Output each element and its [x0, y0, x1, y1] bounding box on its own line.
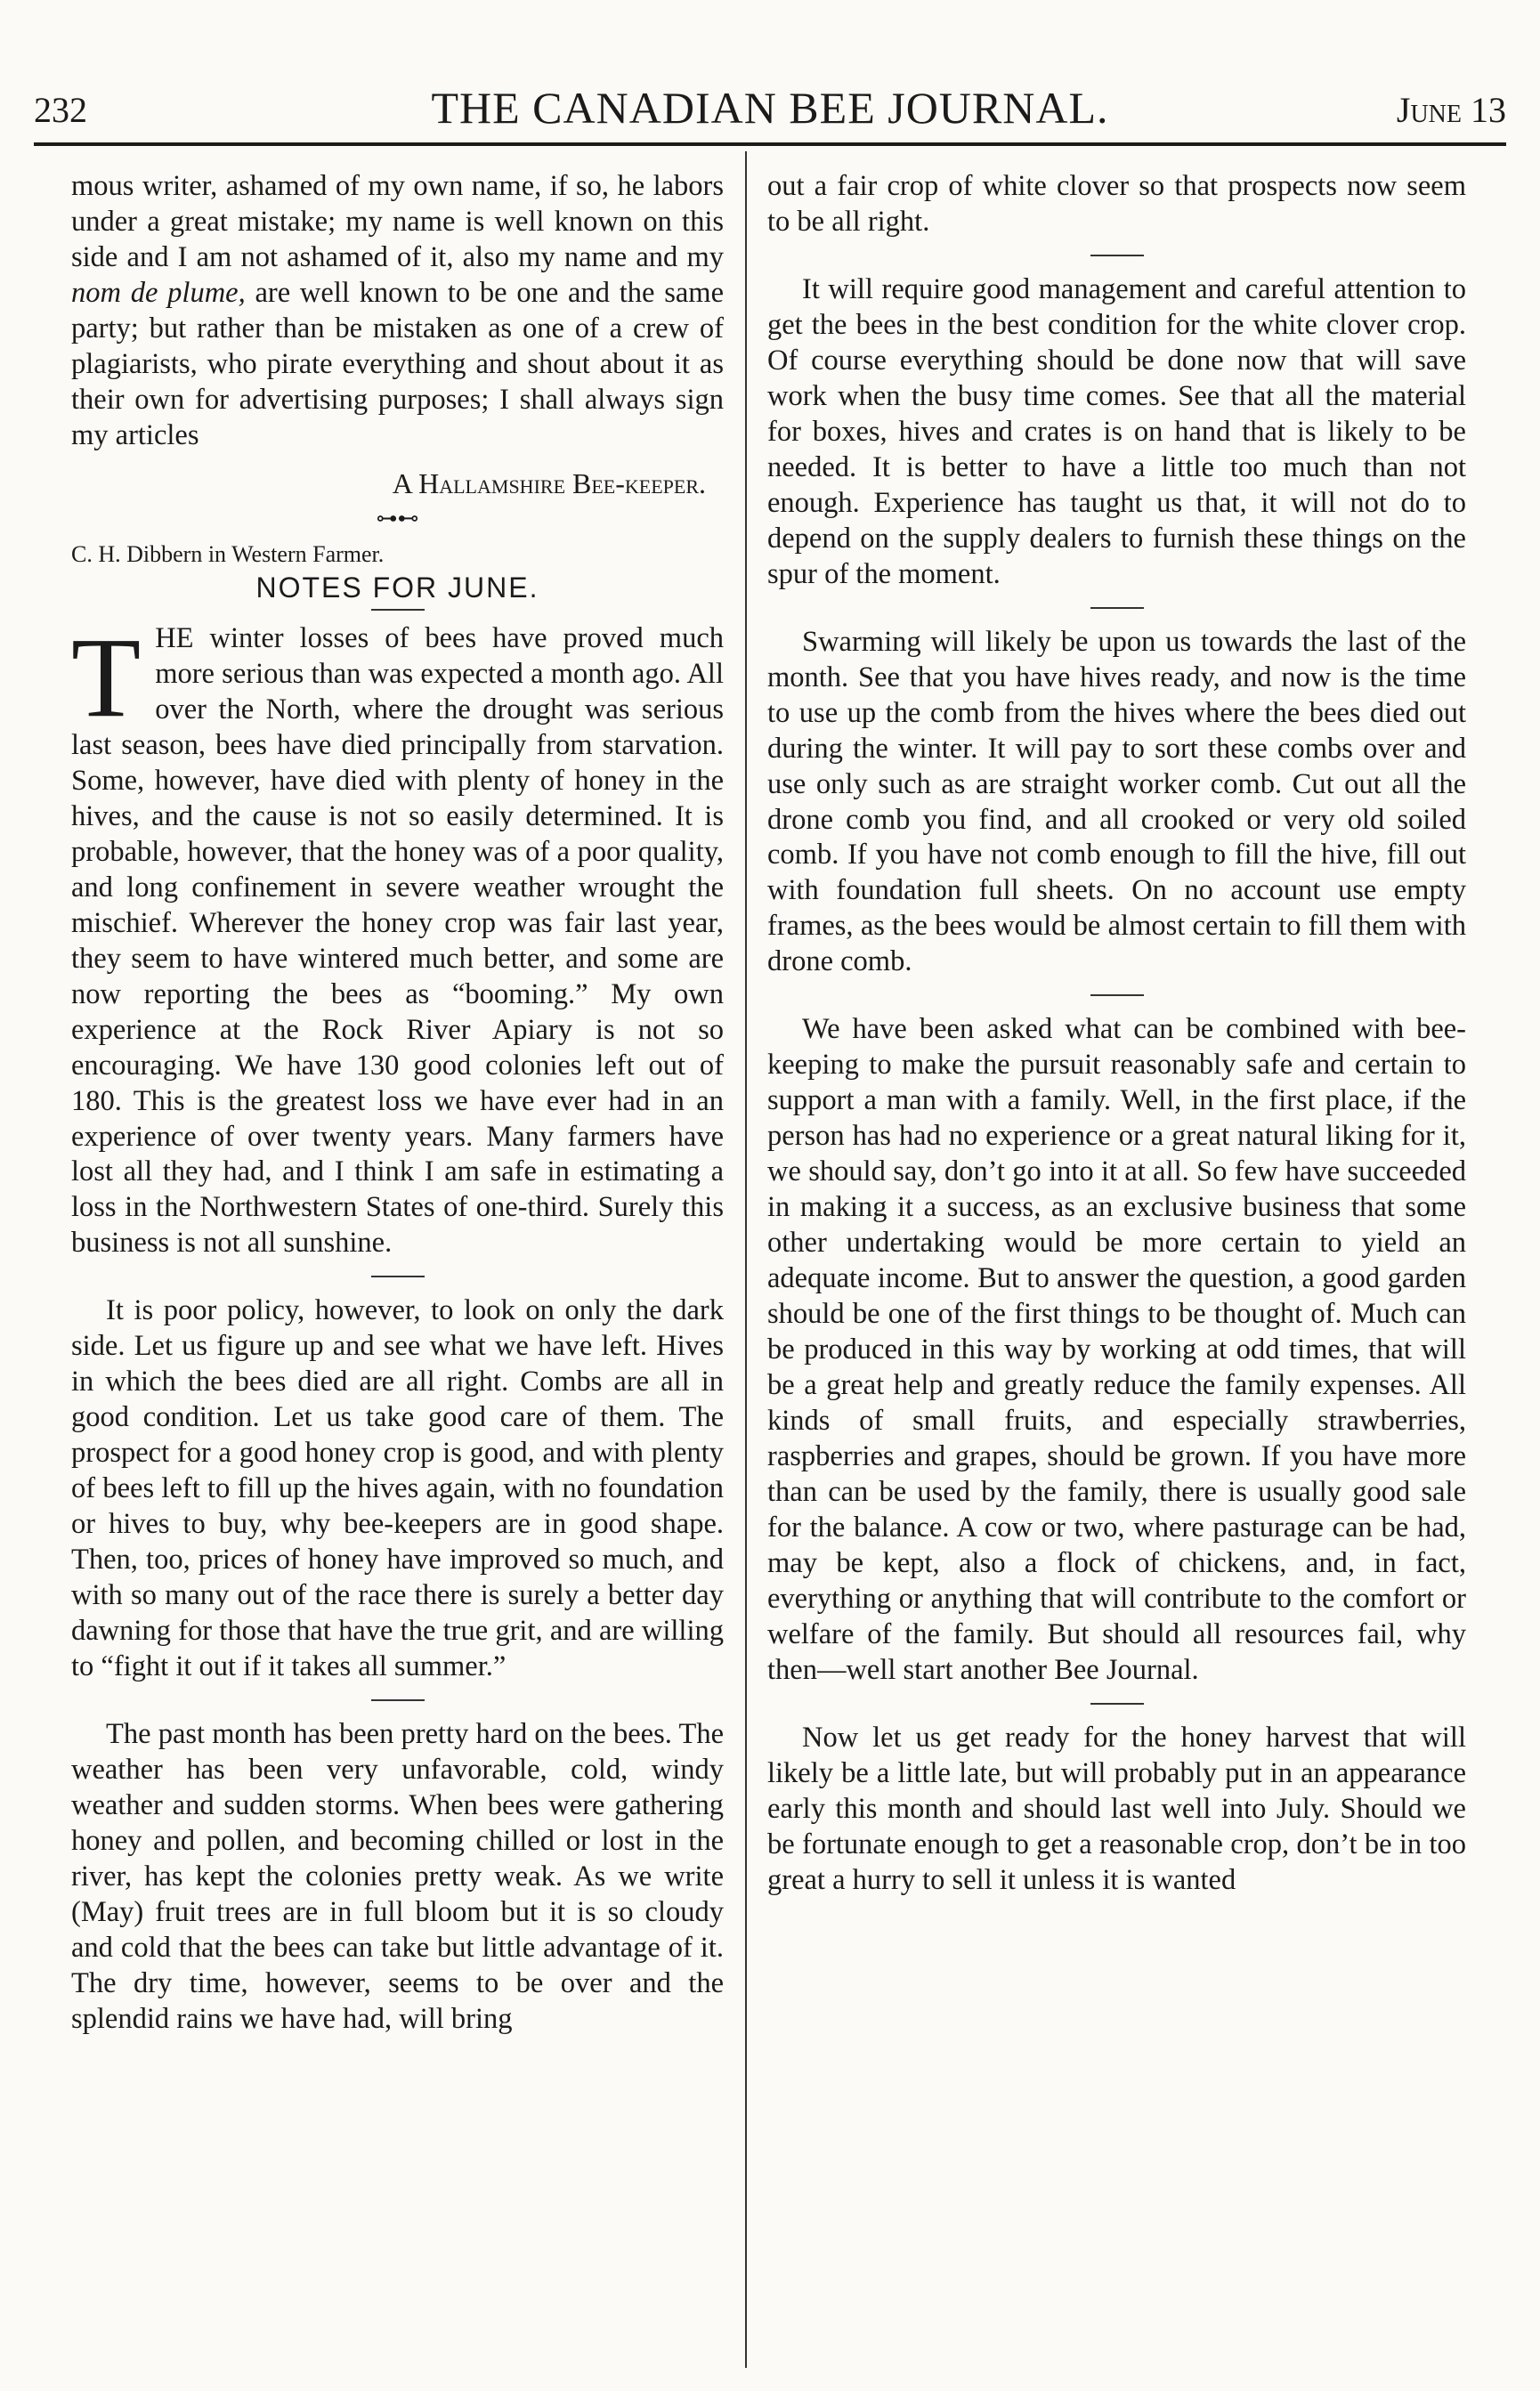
paragraph-past-month: The past month has been pretty hard on the bees. The weather has been very unfavorable, cold, windy weather and sudden storms. When bees were gathering honey and pollen, and becoming chilled or lost in the river, has kept the colonies pretty weak. As we write (May) fruit trees are in full bloom but it is so cloudy and cold that the bees can take but little advantage of it. The dry time, however, seems to be over and the splendid rains we have had, will bring	[71, 1718, 724, 2035]
running-head	[34, 62, 1506, 142]
author-signature: A Hallamshire Bee-keeper.	[392, 466, 706, 499]
article-source: C. H. Dibbern in Western Farmer.	[71, 540, 385, 567]
page-number: 232	[34, 90, 87, 130]
paragraph-separator	[371, 1276, 425, 1277]
continued-text-2: are well known to be one and the same party; but rather than be mistaken as one of a crew of plagiarists, who pirate everything and shout about it as their own for advertising purposes; I shall always sign my articles	[71, 276, 724, 451]
issue-date: June 13	[1396, 90, 1506, 130]
paragraph-text: HE winter losses of bees have proved much more serious than was expected a month ago. All over the North, where the drought was serious last season, bees have died principally from starvation. Some, however, have died with plenty of honey in the hives, and the cause is not so easily determined. It is probable, however, that the honey was of a poor quality, and long confinement in severe weather wrought the mischief. Wherever the honey crop was fair last year, they seem to have wintered much better, and some are now reporting the bees as “booming.” My own experience at the Rock River Apiary is not so encouraging. We have 130 good colonies left out of 180. This is the greatest loss we have ever had in an experience of over twenty years. Many farmers have lost all they had, and I think I am safe in estimating a loss in the Northwestern States of one-third. Surely this business is not all sunshine.	[71, 621, 724, 1260]
continued-paragraph	[71, 169, 724, 454]
paragraph-good-management: It will require good management and careful attention to get the bees in the best condition for the white clover crop. Of course everything should be done now that will save work when the busy time comes. See that all the material for boxes, hives and crates is on hand that is likely to be needed. It is better to have a little too much than not enough. Experience has taught us that, it will not do to depend on the supply dealers to furnish these things on the spur of the moment.	[767, 272, 1466, 590]
paragraph-swarming: Swarming will likely be upon us towards the last of the month. See that you have hives ready, and now is the time to use up the comb from the hives where the bees died out during the winter. It will pay to sort these combs over and use only such as are straight worker comb. Cut out all the drone comb you find, and all crooked or very old soiled comb. If you have not comb enough to fill the hive, fill out with foundation full sheets. On no account use empty frames, as the bees would be almost certain to fill them with drone comb.	[767, 625, 1466, 978]
drop-cap: T	[71, 613, 142, 741]
ornament-divider: ⊶⊷	[376, 507, 419, 531]
header-rule	[34, 142, 1506, 146]
column-divider	[745, 151, 747, 2368]
left-column	[71, 169, 724, 2368]
paragraph-honey-harvest: Now let us get ready for the honey harvest that will likely be a little late, but will probably put in an appearance early this month and should last well into July. Should we be fortunate enough to get a reasonable crop, don’t be in too great a hurry to sell it unless it is wanted	[767, 1721, 1466, 1896]
paragraph-separator	[371, 1699, 425, 1701]
paragraph-separator	[1090, 1703, 1144, 1705]
section-title: NOTES FOR JUNE.	[255, 571, 539, 604]
paragraph-poor-policy: It is poor policy, however, to look on only the dark side. Let us figure up and see what we have left. Hives in which the bees died are all right. Combs are all in good condition. Let us take good care of them. The prospect for a good honey crop is good, and with plenty of bees left to fill up the hives again, with no foundation or hives to buy, why bee-keepers are in good shape. Then, too, prices of honey have improved so much, and with so many out of the race there is surely a better day dawning for those that have the true grit, and are willing to “fight it out if it takes all summer.”	[71, 1294, 724, 1683]
paragraph-separator	[1090, 994, 1144, 996]
journal-title: THE CANADIAN BEE JOURNAL.	[431, 83, 1109, 133]
paragraph-separator	[1090, 607, 1144, 609]
right-column	[767, 169, 1466, 2368]
title-rule	[371, 609, 425, 611]
paragraph-separator	[1090, 255, 1144, 256]
paragraph-winter-losses	[71, 613, 724, 1261]
continued-text-1: mous writer, ashamed of my own name, if so, he labors under a great mistake; my name is well known on this side and I am not ashamed of it, also my name and my	[71, 170, 724, 273]
paragraph-continued-right: out a fair crop of white clover so that prospects now seem to be all right.	[767, 170, 1466, 238]
paragraph-combined-pursuits: We have been asked what can be combined with bee-keeping to make the pursuit reasonably safe and certain to support a man with a family. Well, in the first place, if the person has had no experience or a great natural liking for it, we should say, don’t go into it at all. So few have succeeded in making it a success, as an exclusive business that some other undertaking would be more certain to yield an adequate income. But to answer the question, a good garden should be one of the first things to be thought of. Much can be produced in this way by working at odd times, that will be a great help and greatly reduce the family expenses. All kinds of small fruits, and especially strawberries, raspberries and grapes, should be grown. If you have more than can be used by the family, there is usually good sale for the balance. A cow or two, where pasturage can be had, may be kept, also a flock of chickens, and, in fact, everything or anything that will contribute to the comfort or welfare of the family. But should all resources fail, why then—well start another Bee Journal.	[767, 1013, 1466, 1686]
nom-de-plume: nom de plume,	[71, 276, 246, 309]
